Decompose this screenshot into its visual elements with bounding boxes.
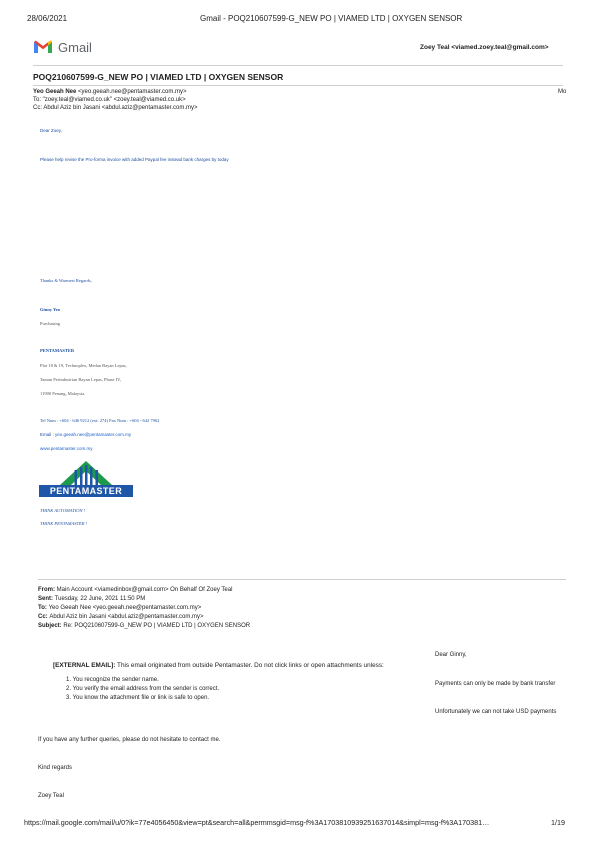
message-cc: Cc: Abdul Aziz bin Jasani <abdul.aziz@pentamaster.com.my> (33, 105, 198, 111)
print-title: Gmail - POQ210607599-G_NEW PO | VIAMED LTD | OXYGEN SENSOR (200, 14, 463, 23)
signature-address-line: Plot 18 & 19, Technoplex, Medan Bayan Lepas, (40, 363, 127, 368)
external-notice-text: This email originated from outside Pentamaster. Do not click links or open attachments unless: (117, 662, 384, 669)
print-url: https://mail.google.com/mail/u/0?ik=77e4056450&view=pt&search=all&permmsgid=msg-f%3A1703810939251637014&simpl=msg-f%3A170381… (24, 818, 490, 827)
quoted-sent-value: Tuesday, 22 June, 2021 11:50 PM (54, 596, 146, 602)
account-label: Zoey Teal <viamed.zoey.teal@gmail.com> (420, 44, 549, 51)
reply-regards: Kind regards (38, 765, 73, 771)
signature-address-line: Taman Perindustrian Bayan Lepas, Phase IV, (40, 377, 121, 382)
quoted-cc-label: Cc: (38, 614, 50, 620)
quoted-subject-label: Subject: (38, 623, 64, 629)
quote-divider (38, 579, 566, 580)
signature-phone: Tel Num : +604 - 646 9212 (ext: 274) Fax Num : +604 - 642 7962 (40, 418, 160, 423)
message-to: To: "zoey.teal@viamed.co.uk" <zoey.teal@viamed.co.uk> (33, 97, 186, 103)
sender-name: Yeo Geeah Nee (33, 89, 77, 95)
signature-email-label: Email : (40, 432, 56, 437)
signature-email (40, 432, 131, 437)
external-notice (53, 662, 384, 669)
external-notice-heading: [EXTERNAL EMAIL]: (53, 662, 116, 669)
reply-line: Payments can only be made by bank transfer (435, 681, 556, 687)
reply-line: Unfortunately we can not take USD payments (435, 709, 557, 715)
quoted-subject (38, 623, 250, 629)
logo-wordmark: PENTAMASTER (49, 486, 123, 496)
message-sender (33, 89, 187, 95)
signature-website-link[interactable]: www.pentamaster.com.my (40, 446, 93, 451)
signature-name: Ginny Yeo (40, 307, 60, 312)
gmail-wordmark: Gmail (58, 40, 92, 55)
signature-company: PENTAMASTER (40, 348, 75, 353)
thread-subject: POQ210607599-G_NEW PO | VIAMED LTD | OXYGEN SENSOR (33, 72, 284, 82)
quoted-from (38, 587, 232, 593)
quoted-from-label: From: (38, 587, 57, 593)
slogan-line: THINK PENTAMASTER ! (40, 521, 88, 526)
quoted-to-value: Yeo Geeah Nee <yeo.geeah.nee@pentamaster.com.my> (48, 605, 202, 611)
quoted-cc (38, 614, 204, 620)
pentamaster-logo (38, 458, 134, 498)
body-thanks: Thanks & Warmest Regards, (40, 278, 92, 283)
quoted-sent (38, 596, 145, 602)
divider (33, 65, 563, 66)
notice-item: 1. You recognize the sender name. (66, 677, 159, 683)
quoted-subject-value: Re: POQ210607599-G_NEW PO | VIAMED LTD | OXYGEN SENSOR (63, 623, 251, 629)
quoted-to (38, 605, 201, 611)
message-date: Mo (558, 89, 567, 95)
reply-greeting: Dear Ginny, (435, 652, 467, 658)
signature-department: Purchasing (40, 321, 60, 326)
quoted-sent-label: Sent: (38, 596, 55, 602)
notice-item: 3. You know the attachment file or link is safe to open. (66, 695, 210, 701)
notice-item: 2. You verify the email address from the sender is correct. (66, 686, 220, 692)
reply-name: Zoey Teal (38, 793, 64, 799)
print-date: 28/06/2021 (27, 14, 68, 23)
quoted-from-value: Main Account <viamedinbox@gmail.com> On Behalf Of Zoey Teal (56, 587, 233, 593)
divider (33, 85, 563, 86)
quoted-to-label: To: (38, 605, 49, 611)
print-page-number: 1/19 (551, 818, 565, 827)
body-greeting: Dear Zoey, (40, 128, 62, 133)
slogan-line: THINK AUTOMATION ! (40, 508, 86, 513)
gmail-logo-icon[interactable] (33, 39, 53, 54)
sender-email: <yeo.geeah.nee@pentamaster.com.my> (78, 89, 187, 95)
signature-email-link[interactable]: yeo.geeah.nee@pentamaster.com.my (55, 432, 132, 437)
quoted-cc-value: Abdul Aziz bin Jasani <abdul.aziz@pentamaster.com.my> (49, 614, 204, 620)
reply-further: If you have any further queries, please do not hesitate to contact me. (38, 737, 221, 743)
signature-address-line: 11900 Penang, Malaysia. (40, 391, 86, 396)
body-request: Please help revise the Pro-forma invoice with added Paypal fee instead bank charges by today (40, 157, 229, 162)
